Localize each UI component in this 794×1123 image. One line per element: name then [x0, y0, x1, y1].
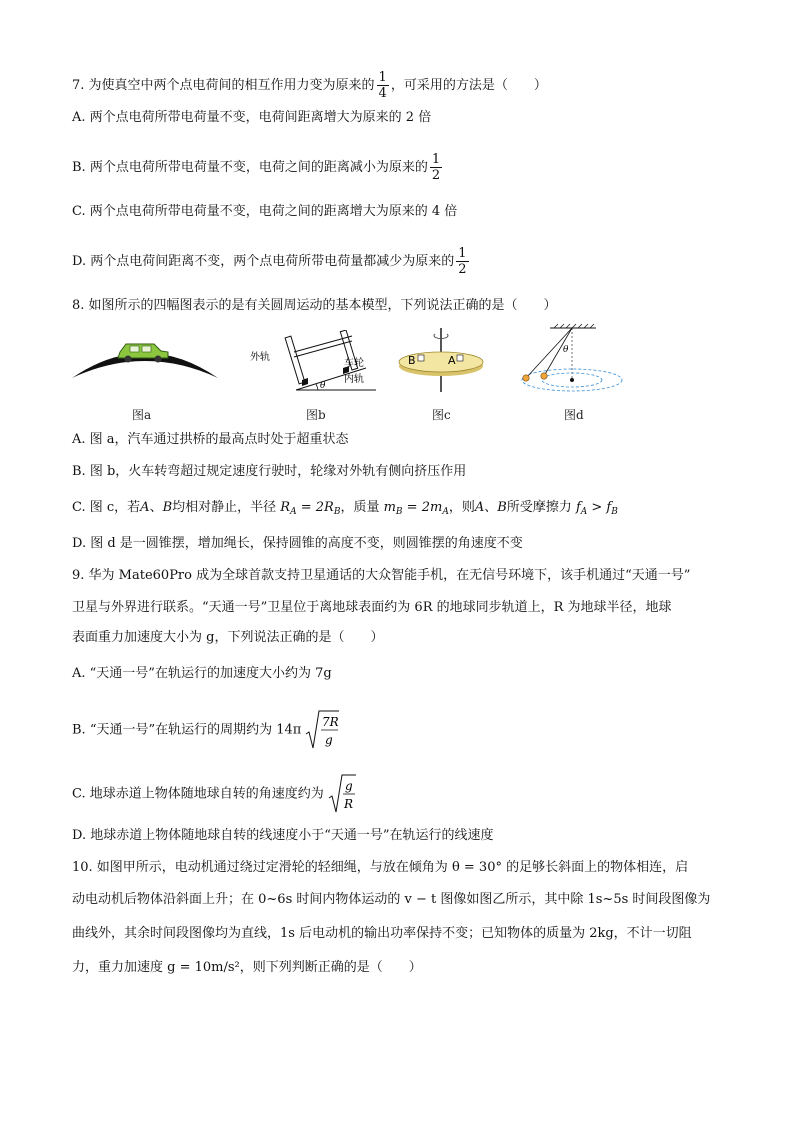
q8-c-r-sub: A — [290, 507, 297, 517]
q9-option-a: A. “天通一号”在轨运行的加速度大小约为 7g — [72, 666, 332, 681]
q10-stem-line1: 10. 如图甲所示，电动机通过绕过定滑轮的轻细绳，与放在倾角为 θ = 30° 的足够长斜面上的物体相连，启 — [72, 860, 689, 875]
q7-b-numerator: 1 — [431, 152, 441, 167]
label-inner-rail: 内轨 — [344, 374, 364, 385]
figure-c-caption: 图c — [432, 408, 451, 422]
q8-c-radius-label: 均相对静止，半径 — [172, 500, 277, 515]
q7-option-d-text: D. 两个点电荷间距离不变，两个点电荷所带电荷量都减少为原来的 — [72, 254, 455, 269]
figure-d-conical-pendulum — [508, 322, 626, 398]
q7-b-denominator: 2 — [431, 168, 441, 183]
q8-option-a: A. 图 a，汽车通过拱桥的最高点时处于超重状态 — [72, 432, 349, 447]
pendulum-bob-outer — [523, 375, 529, 381]
block-b — [418, 355, 424, 361]
q9-c-radical — [328, 772, 356, 816]
q10-stem-line3: 曲线外，其余时间段图像均为直线，1s 后电动机的输出功率保持不变；已知物体的质量为 2kg，不计一切阻 — [72, 926, 692, 941]
q9-b-rad-numerator: 7R — [322, 715, 340, 729]
q8-c-pre: C. 图 c，若 — [72, 500, 141, 515]
q10-stem-line2: 动电动机后物体沿斜面上升；在 0~6s 时间内物体运动的 v − t 图像如图乙所示，其中除 1s~5s 时间段图像为 — [72, 892, 711, 907]
q8-c-sep2: 、 — [484, 500, 498, 515]
q8-c-mass-label: ，质量 — [340, 500, 380, 515]
q8-c-m-rhs-sub: A — [442, 507, 449, 517]
q9-b-rad-denominator: g — [325, 733, 334, 747]
q7-option-d — [72, 246, 471, 277]
q9-option-c-text: C. 地球赤道上物体随地球自转的角速度约为 — [72, 786, 324, 802]
label-theta-d: θ — [563, 345, 569, 355]
q8-c-f: f — [575, 500, 581, 515]
q9-stem-line3: 表面重力加速度大小为 g，下列说法正确的是（ ） — [72, 630, 384, 645]
figure-b-caption: 图b — [306, 408, 326, 422]
q7-stem-text: 7. 为使真空中两个点电荷间的相互作用力变为原来的 — [72, 78, 375, 93]
q8-c-sep1: 、 — [149, 500, 163, 515]
q8-c-f-rhs-sub: B — [611, 507, 618, 517]
q9-c-rad-numerator: g — [344, 779, 353, 793]
label-theta-b: θ — [320, 381, 326, 391]
q8-option-d: D. 图 d 是一圆锥摆，增加绳长，保持圆锥的高度不变，则圆锥摆的角速度不变 — [72, 536, 523, 551]
q9-c-rad-denominator: R — [343, 797, 353, 811]
q7-stem — [72, 70, 547, 101]
q7-frac-denominator: 4 — [378, 86, 387, 101]
q9-b-radical — [305, 708, 339, 752]
q7-frac-numerator: 1 — [378, 70, 387, 85]
q7-fraction — [377, 70, 389, 101]
q8-c-a2: A — [474, 500, 485, 515]
block-a — [457, 355, 463, 361]
q7-d-denominator: 2 — [458, 262, 467, 277]
figure-b-banked-track — [248, 330, 378, 396]
q9-option-b-text: B. “天通一号”在轨运行的周期约为 14π — [72, 722, 302, 738]
q7-option-b — [72, 152, 444, 183]
q8-c-f-rhs: > f — [587, 500, 612, 515]
q7-option-b-text: B. 两个点电荷所带电荷量不变，电荷之间的距离减小为原来的 — [72, 160, 428, 175]
q10-stem-line4: 力，重力加速度 g = 10m/s²，则下列判断正确的是（ ） — [72, 960, 422, 975]
q8-stem: 8. 如图所示的四幅图表示的是有关圆周运动的基本模型，下列说法正确的是（ ） — [72, 298, 557, 313]
q8-c-f-sub: A — [580, 507, 588, 517]
q7-d-numerator: 1 — [458, 246, 467, 261]
q8-option-b: B. 图 b，火车转弯超过规定速度行驶时，轮缘对外轨有侧向挤压作用 — [72, 464, 467, 479]
q8-c-m-rhs: = 2m — [402, 500, 443, 515]
q8-c-friction-label: 所受摩擦力 — [506, 500, 572, 515]
label-block-a: A — [448, 354, 456, 367]
q7-option-c: C. 两个点电荷所带电荷量不变，电荷之间的距离增大为原来的 4 倍 — [72, 204, 458, 219]
q9-stem-line2: 卫星与外界进行联系。“天通一号”卫星位于离地球表面约为 6R 的地球同步轨道上，R 为地球半径，地球 — [72, 600, 672, 615]
q8-c-b: B — [162, 500, 173, 515]
q9-option-b — [72, 708, 339, 752]
figure-a-caption: 图a — [132, 408, 152, 422]
q9-stem-line1: 9. 华为 Mate60Pro 成为全球首款支持卫星通话的大众智能手机，在无信号环境下，该手机通过“天通一号” — [72, 568, 691, 583]
figure-d-caption: 图d — [564, 408, 584, 422]
q8-c-m-sub: B — [395, 507, 403, 517]
figure-c-rotating-disk — [396, 326, 488, 398]
label-outer-rail: 外轨 — [250, 352, 270, 363]
q8-c-r-rhs: = 2R — [296, 500, 334, 515]
label-block-b: B — [408, 354, 416, 367]
q8-c-a: A — [140, 500, 150, 515]
pendulum-bob-inner — [541, 373, 547, 379]
q7-stem-tail: ，可采用的方法是（ ） — [390, 78, 547, 93]
figure-a-arch-bridge — [68, 330, 223, 390]
q9-option-c — [72, 772, 356, 816]
q9-option-d: D. 地球赤道上物体随地球自转的线速度小于“天通一号”在轨运行的线速度 — [72, 828, 494, 843]
q8-c-then: ，则 — [448, 500, 475, 515]
q8-c-r: R — [280, 500, 291, 515]
label-wheel: 车轮 — [344, 358, 364, 369]
q8-option-c — [72, 498, 618, 522]
q8-c-r-rhs-sub: B — [333, 507, 341, 517]
q8-c-m: m — [383, 500, 396, 515]
q7-option-a: A. 两个点电荷所带电荷量不变，电荷间距离增大为原来的 2 倍 — [72, 110, 432, 125]
q8-c-b2: B — [497, 500, 507, 515]
